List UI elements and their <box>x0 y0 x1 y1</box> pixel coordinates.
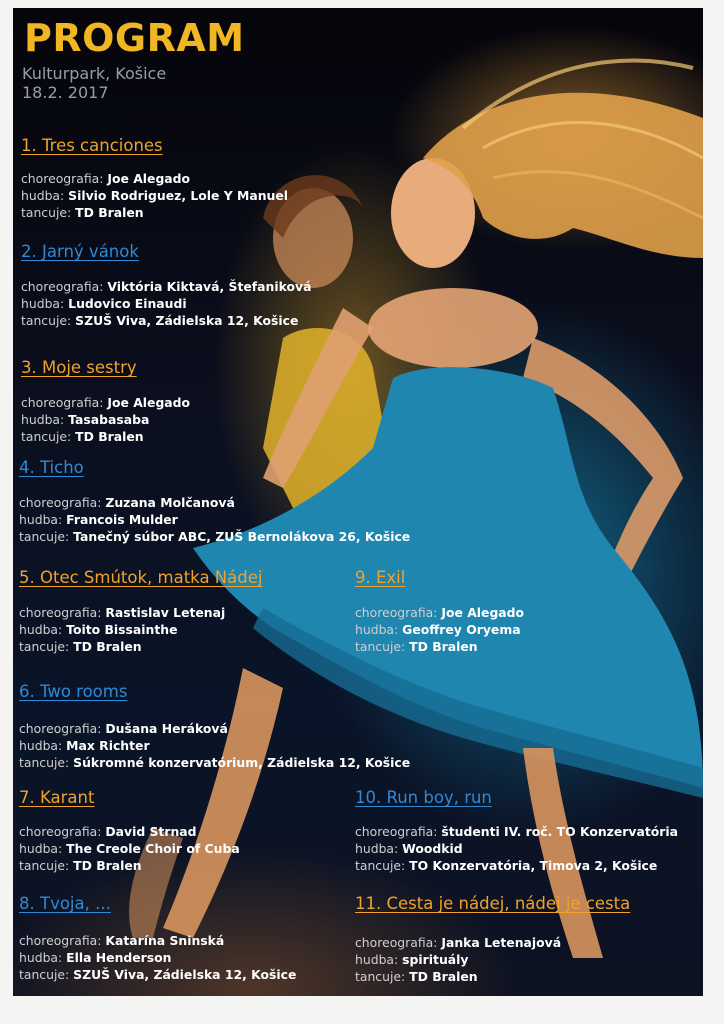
program-item-11-title: 11. Cesta je nádej, nádej je cesta <box>355 894 631 913</box>
program-poster <box>13 8 703 996</box>
program-item-6-details: choreografia: Dušana Heráková hudba: Max Richter tancuje: Súkromné konzervatórium, Zádielska 12, Košice <box>19 721 411 770</box>
program-item-4-title: 4. Ticho <box>19 458 84 477</box>
choreography-value: Katarína Sninská <box>105 933 225 948</box>
music-value: Max Richter <box>66 738 150 753</box>
dancers-value: TD Bralen <box>75 205 144 220</box>
program-item-7-title: 7. Karant <box>19 788 95 807</box>
choreography-value: Zuzana Molčanová <box>105 495 235 510</box>
program-item-5-title: 5. Otec Smútok, matka Nádej <box>19 568 263 587</box>
music-value: spirituály <box>402 952 469 967</box>
dancers-value: SZUŠ Viva, Zádielska 12, Košice <box>75 313 299 328</box>
program-item-2-details: choreografia: Viktória Kiktavá, Štefaniková hudba: Ludovico Einaudi tancuje: SZUŠ Viva, Zádielska 12, Košice <box>21 279 312 328</box>
main-dancer-shoulders <box>368 288 538 368</box>
choreography-value: Janka Letenajová <box>441 935 562 950</box>
program-item-10-details: choreografia: študenti IV. roč. TO Konzervatória hudba: Woodkid tancuje: TO Konzervatória, Timova 2, Košice <box>355 824 679 873</box>
music-value: Ella Henderson <box>66 950 172 965</box>
event-date: 18.2. 2017 <box>22 83 109 102</box>
choreography-value: študenti IV. roč. TO Konzervatória <box>441 824 679 839</box>
music-value: Geoffrey Oryema <box>402 622 521 637</box>
music-value: Silvio Rodriguez, Lole Y Manuel <box>68 188 288 203</box>
program-item-7-details: choreografia: David Strnad hudba: The Creole Choir of Cuba tancuje: TD Bralen <box>19 824 240 873</box>
choreography-value: David Strnad <box>105 824 197 839</box>
program-item-8-details: choreografia: Katarína Sninská hudba: Ella Henderson tancuje: SZUŠ Viva, Zádielska 12, Košice <box>19 933 297 982</box>
dancers-value: Tanečný súbor ABC, ZUŠ Bernolákova 26, Košice <box>73 529 411 544</box>
music-value: Ludovico Einaudi <box>68 296 187 311</box>
page-title: PROGRAM <box>24 16 245 60</box>
program-item-9-title: 9. Exil <box>355 568 406 587</box>
program-item-4-details: choreografia: Zuzana Molčanová hudba: Francois Mulder tancuje: Tanečný súbor ABC, ZUŠ Bernolákova 26, Košice <box>19 495 411 544</box>
choreography-value: Joe Alegado <box>107 395 191 410</box>
dancers-value: TD Bralen <box>409 969 478 984</box>
main-dancer-leg-left <box>163 668 283 938</box>
dancers-value: Súkromné konzervatórium, Zádielska 12, Košice <box>73 755 411 770</box>
program-item-11-details: choreografia: Janka Letenajová hudba: spirituály tancuje: TD Bralen <box>355 935 562 984</box>
music-value: Woodkid <box>402 841 463 856</box>
program-item-8-title: 8. Tvoja, ... <box>19 894 111 913</box>
program-item-6-title: 6. Two rooms <box>19 682 128 701</box>
program-item-3-details: choreografia: Joe Alegado hudba: Tasabasaba tancuje: TD Bralen <box>21 395 191 444</box>
music-value: Francois Mulder <box>66 512 178 527</box>
music-value: Tasabasaba <box>68 412 150 427</box>
program-item-10-title: 10. Run boy, run <box>355 788 492 807</box>
venue: Kulturpark, Košice <box>22 64 167 83</box>
music-value: The Creole Choir of Cuba <box>66 841 240 856</box>
program-item-2-title: 2. Jarný vánok <box>21 242 139 261</box>
program-item-3-title: 3. Moje sestry <box>21 358 137 377</box>
program-item-1-details: choreografia: Joe Alegado hudba: Silvio Rodriguez, Lole Y Manuel tancuje: TD Bralen <box>21 171 288 220</box>
choreography-value: Joe Alegado <box>441 605 525 620</box>
choreography-value: Joe Alegado <box>107 171 191 186</box>
music-value: Toito Bissainthe <box>66 622 178 637</box>
choreography-value: Viktória Kiktavá, Štefaniková <box>107 279 312 294</box>
choreography-value: Dušana Heráková <box>105 721 228 736</box>
dancers-value: TO Konzervatória, Timova 2, Košice <box>409 858 658 873</box>
program-item-1-title: 1. Tres canciones <box>21 136 163 155</box>
choreography-value: Rastislav Letenaj <box>105 605 226 620</box>
dancers-value: TD Bralen <box>73 858 142 873</box>
dancers-value: TD Bralen <box>409 639 478 654</box>
program-item-5-details: choreografia: Rastislav Letenaj hudba: Toito Bissainthe tancuje: TD Bralen <box>19 605 226 654</box>
dancers-value: TD Bralen <box>75 429 144 444</box>
program-item-9-details: choreografia: Joe Alegado hudba: Geoffrey Oryema tancuje: TD Bralen <box>355 605 525 654</box>
dancers-value: SZUŠ Viva, Zádielska 12, Košice <box>73 967 297 982</box>
dancers-value: TD Bralen <box>73 639 142 654</box>
